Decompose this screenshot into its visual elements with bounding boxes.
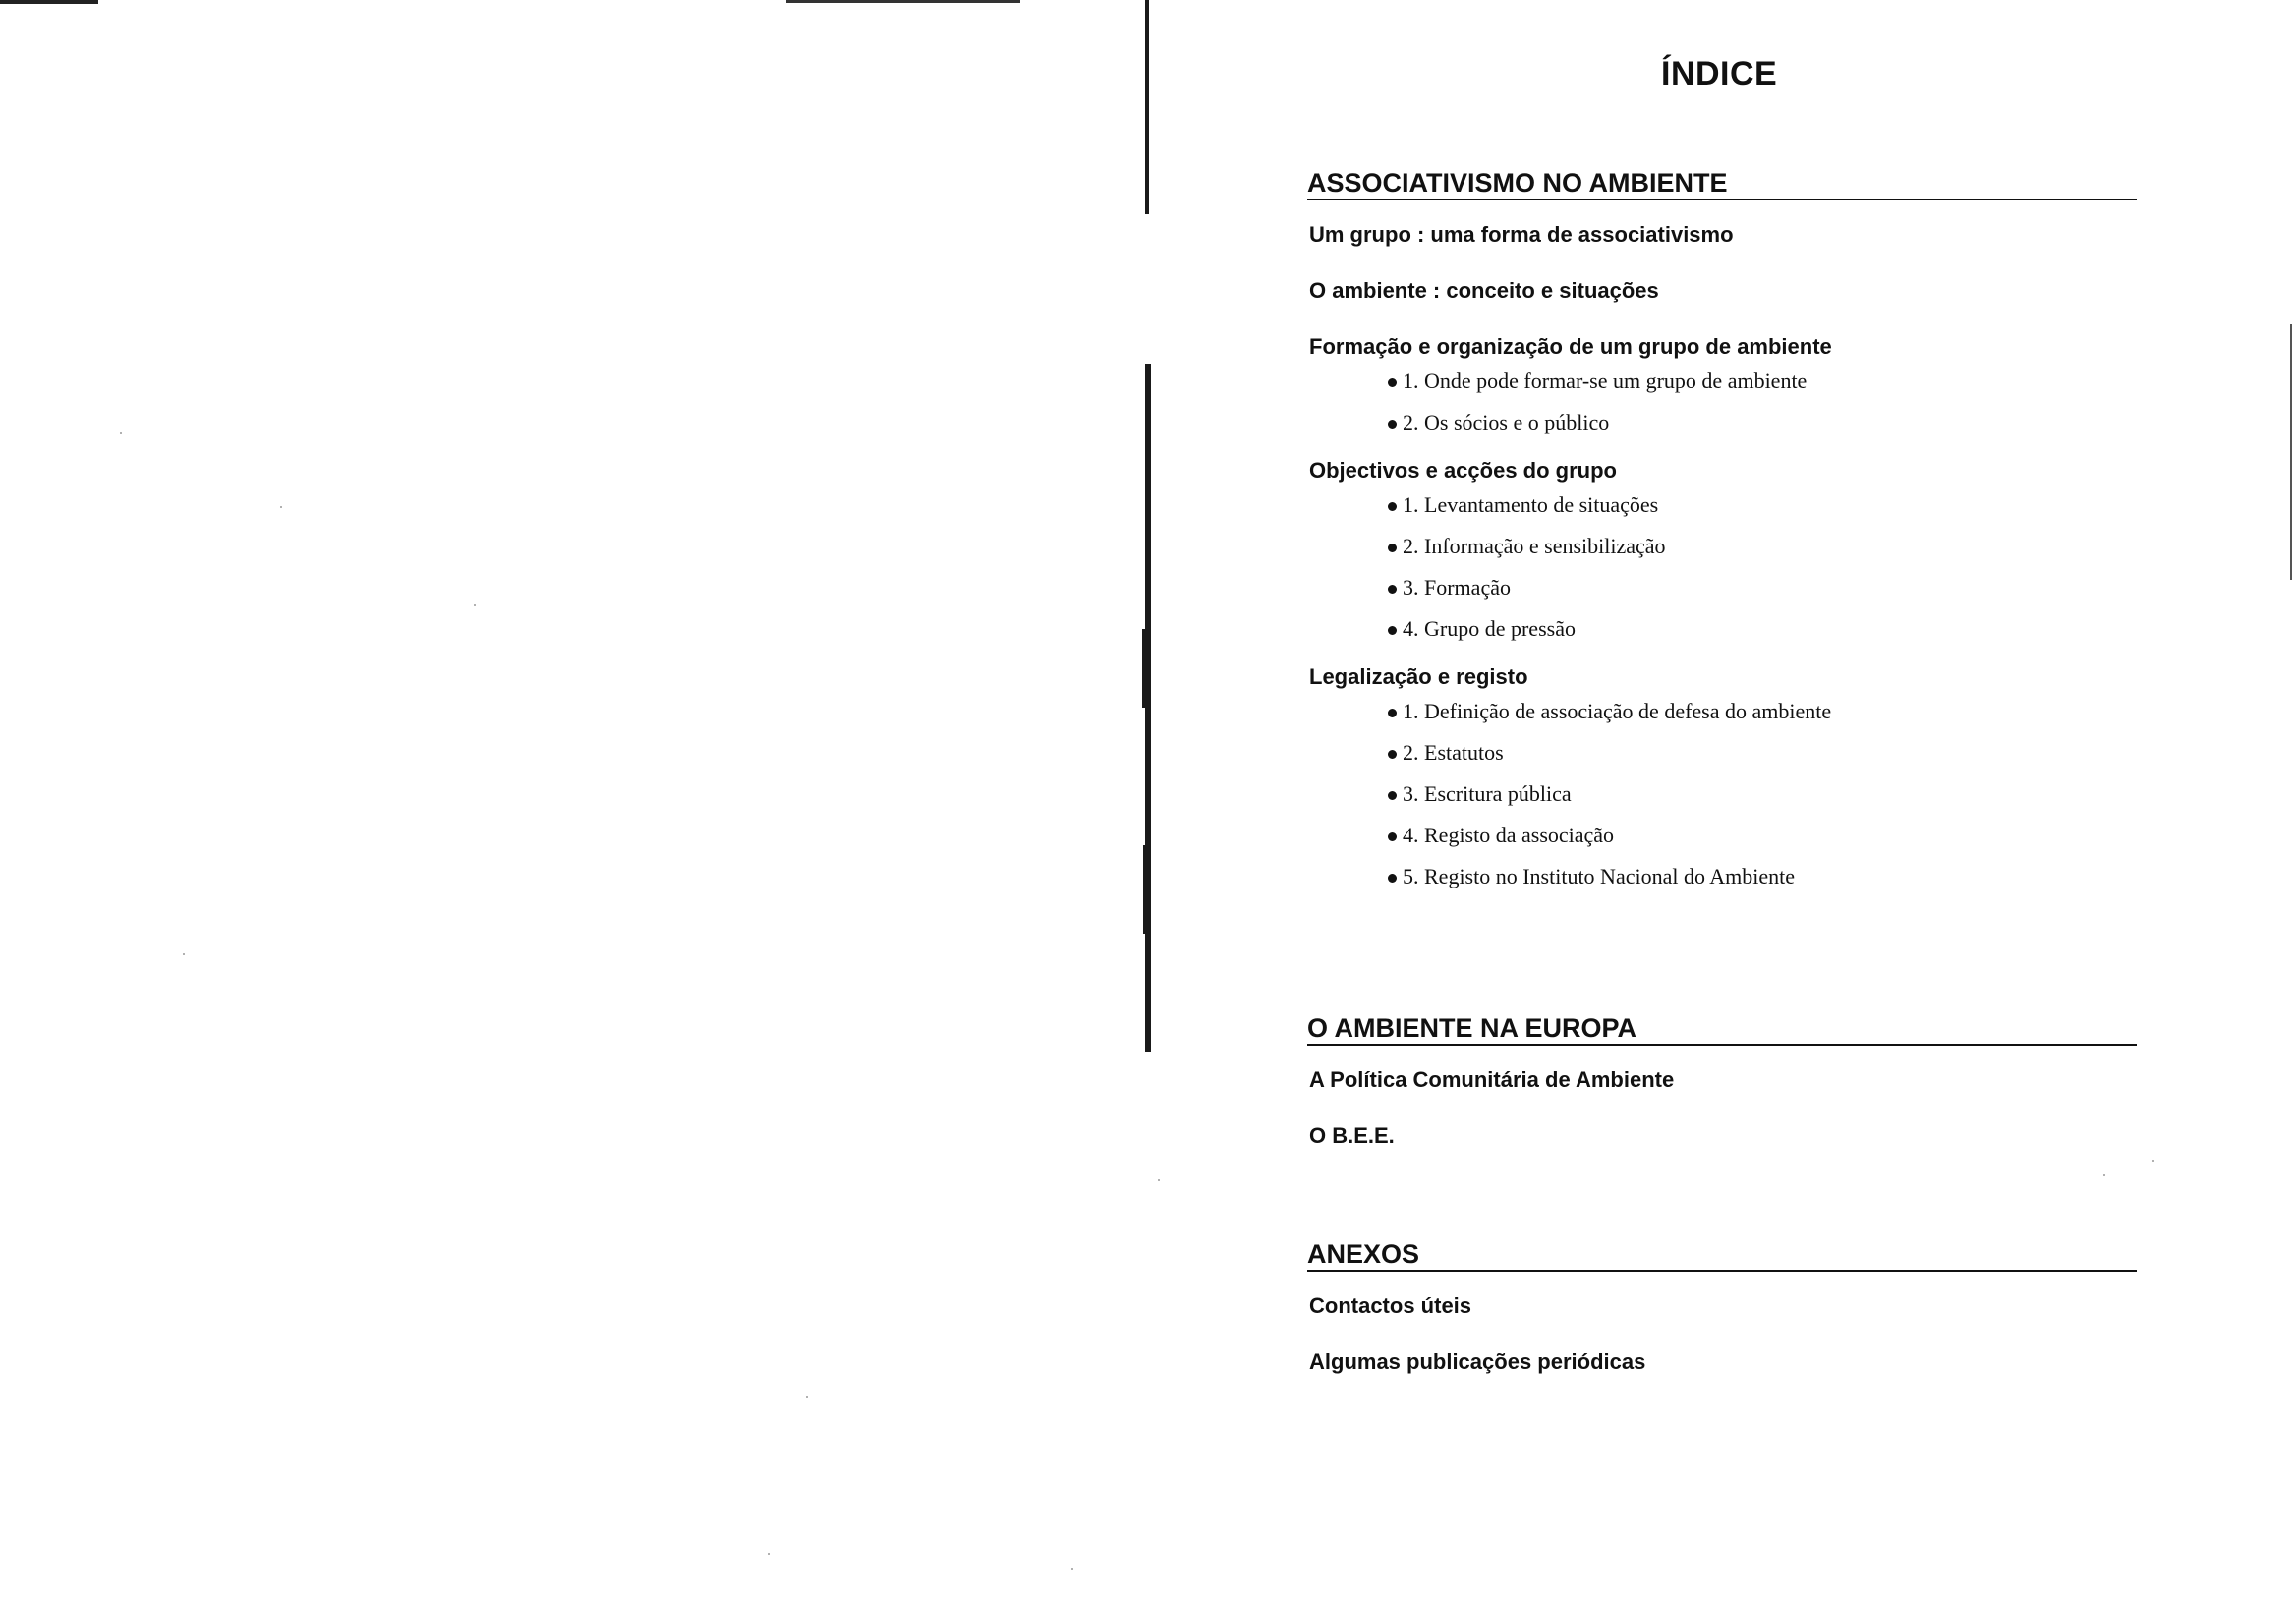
dust-speck (806, 1396, 808, 1398)
page-title: ÍNDICE (1661, 55, 1778, 92)
toc-section (1307, 1012, 2137, 1177)
toc-subentry (1388, 491, 2137, 519)
book-spine-shadow (1145, 0, 1149, 214)
bullet-icon (1388, 420, 1397, 429)
dust-speck (2152, 1160, 2154, 1162)
toc-entry: Um grupo : uma forma de associativismo (1309, 222, 1734, 247)
toc-subentry-label: 3. Formação (1403, 575, 1511, 600)
toc-subentry-label: 2. Os sócios e o público (1403, 410, 1610, 434)
bullet-icon (1388, 502, 1397, 511)
toc-subentry-label: 1. Levantamento de situações (1403, 492, 1659, 517)
toc-subentry (1388, 409, 2137, 436)
dust-speck (183, 953, 185, 955)
toc-entry: A Política Comunitária de Ambiente (1309, 1067, 1675, 1092)
book-spine-shadow (1142, 629, 1151, 708)
bullet-icon (1388, 378, 1397, 387)
toc-subentry-label: 1. Definição de associação de defesa do ambiente (1403, 699, 1832, 723)
bullet-icon (1388, 585, 1397, 594)
toc-subentry-label: 3. Escritura pública (1403, 781, 1572, 806)
section-header: ASSOCIATIVISMO NO AMBIENTE (1307, 167, 2137, 200)
bullet-icon (1388, 626, 1397, 635)
scan-artifact (786, 0, 1020, 3)
dust-speck (120, 432, 122, 434)
toc-subentry (1388, 615, 2137, 643)
toc-entry: O ambiente : conceito e situações (1309, 278, 1659, 303)
section-header: ANEXOS (1307, 1238, 2137, 1272)
dust-speck (1158, 1179, 1160, 1181)
toc-entry: Algumas publicações periódicas (1309, 1349, 1646, 1374)
toc-sublist (1307, 368, 2137, 436)
toc-section (1307, 167, 2137, 910)
toc-entry: O B.E.E. (1309, 1123, 1395, 1148)
toc-entry: Formação e organização de um grupo de ambiente (1309, 334, 1832, 359)
book-spine-shadow (1145, 364, 1151, 1052)
dust-speck (768, 1553, 770, 1555)
bullet-icon (1388, 791, 1397, 800)
toc-subentry-label: 1. Onde pode formar-se um grupo de ambiente (1403, 369, 1808, 393)
bullet-icon (1388, 750, 1397, 759)
toc-subentry (1388, 863, 2137, 890)
bullet-icon (1388, 874, 1397, 883)
bullet-icon (1388, 544, 1397, 552)
toc-subentry (1388, 574, 2137, 602)
toc-subentry (1388, 698, 2137, 725)
scan-artifact (0, 0, 98, 4)
toc-subentry-label: 2. Informação e sensibilização (1403, 534, 1666, 558)
toc-sublist (1307, 491, 2137, 643)
book-spine-shadow (1143, 845, 1151, 934)
dust-speck (474, 604, 476, 606)
toc-entry: Legalização e registo (1309, 664, 1528, 689)
toc-subentry (1388, 533, 2137, 560)
dust-speck (1071, 1568, 1073, 1570)
toc-subentry (1388, 739, 2137, 767)
toc-subentry-label: 4. Grupo de pressão (1403, 616, 1576, 641)
toc-subentry (1388, 368, 2137, 395)
section-header: O AMBIENTE NA EUROPA (1307, 1012, 2137, 1046)
toc-section (1307, 1238, 2137, 1404)
toc-sublist (1307, 698, 2137, 890)
toc-subentry-label: 4. Registo da associação (1403, 823, 1615, 847)
bullet-icon (1388, 709, 1397, 717)
dust-speck (280, 506, 282, 508)
toc-entry: Contactos úteis (1309, 1293, 1472, 1318)
toc-subentry (1388, 780, 2137, 808)
page-edge-shadow (2290, 324, 2292, 580)
toc-subentry-label: 5. Registo no Instituto Nacional do Ambiente (1403, 864, 1796, 888)
bullet-icon (1388, 832, 1397, 841)
toc-subentry-label: 2. Estatutos (1403, 740, 1504, 765)
toc-entry: Objectivos e acções do grupo (1309, 458, 1617, 483)
toc-subentry (1388, 822, 2137, 849)
